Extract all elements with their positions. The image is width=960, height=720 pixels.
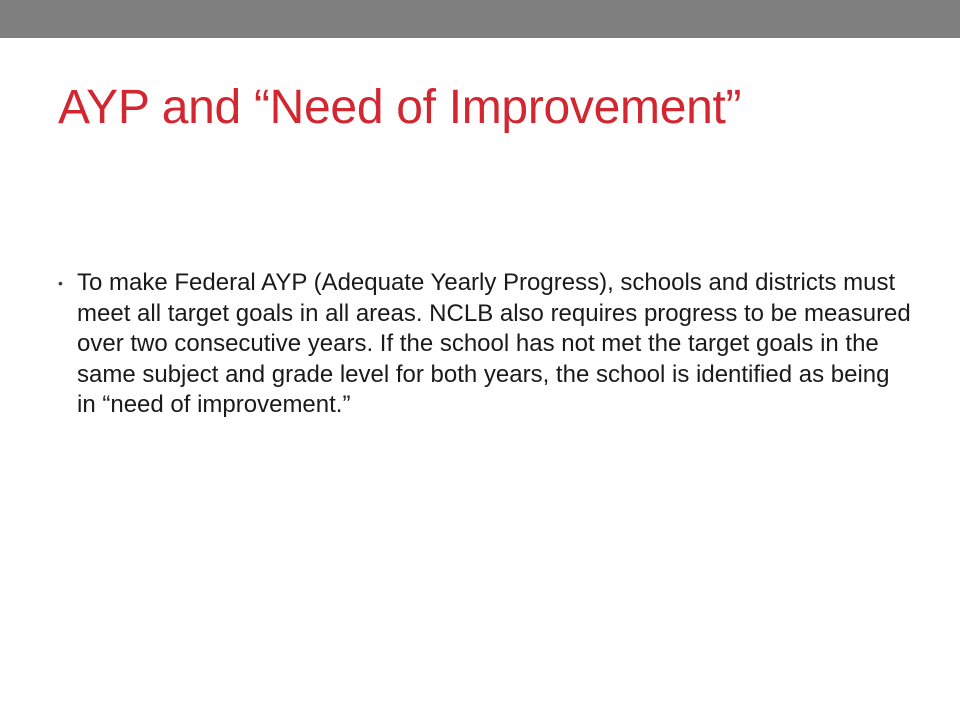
bullet-text: To make Federal AYP (Adequate Yearly Progress), schools and districts must meet all target goals in all areas. NCLB also requires progress to be measured over two consecutive years. If the school has not met the target goals in the same subject and grade level for both years, the school is identified as being in “need of improvement.” <box>77 269 911 418</box>
slide-title: AYP and “Need of Improvement” <box>58 81 742 134</box>
bullet-marker: • <box>58 275 63 291</box>
top-accent-bar <box>0 0 960 38</box>
bullet-list <box>58 268 918 421</box>
bullet-item <box>58 268 918 421</box>
